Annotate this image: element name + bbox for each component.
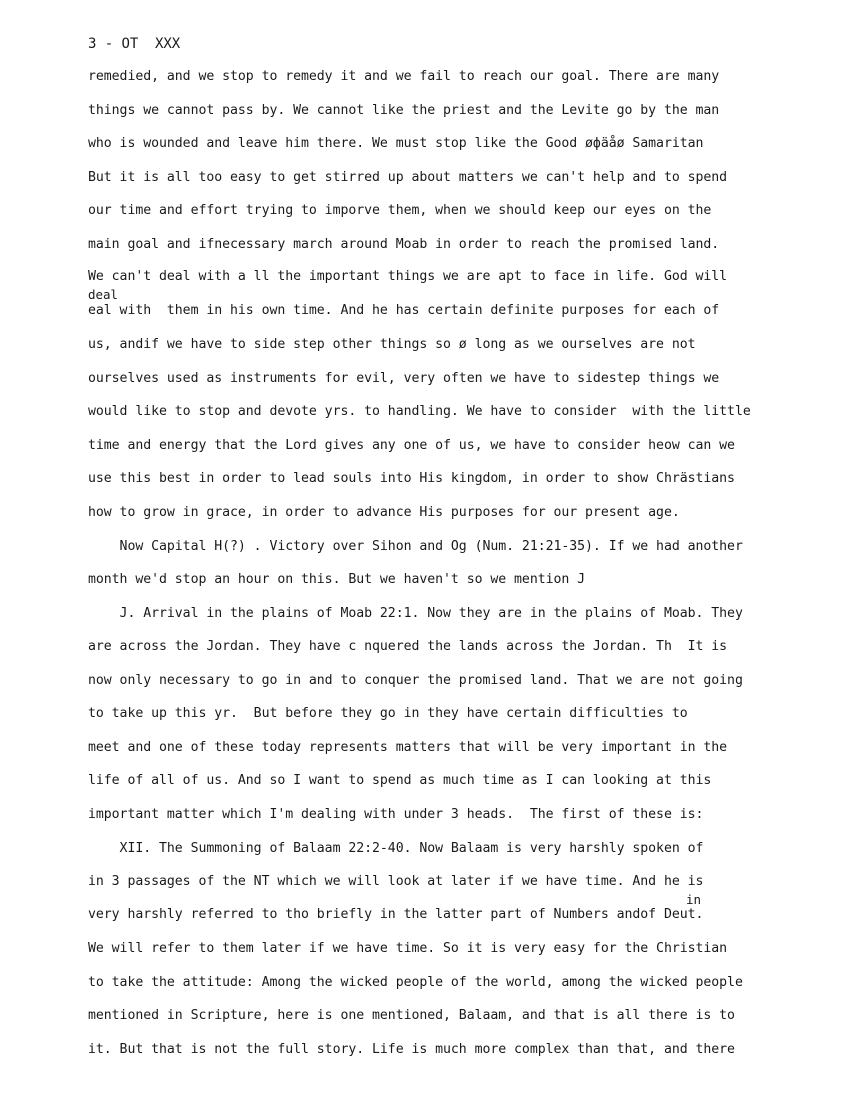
text-line: very harshly referred to tho briefly in the latter part of Numbers andof Deut. [88, 907, 704, 922]
text-line: remedied, and we stop to remedy it and we fail to reach our goal. There are many [88, 69, 720, 84]
text-line: to take the attitude: Among the wicked people of the world, among the wicked people [88, 975, 743, 990]
text-line: time and energy that the Lord gives any one of us, we have to consider heow can we [88, 438, 735, 453]
text-line: our time and effort trying to imporve them, when we should keep our eyes on the [88, 203, 712, 218]
text-line: who is wounded and leave him there. We must stop like the Good øфäåø Samaritan [88, 136, 704, 151]
text-line: We will refer to them later if we have time. So it is very easy for the Christian [88, 941, 728, 956]
text-line: meet and one of these today represents matters that will be very important in the [88, 740, 728, 755]
text-line: us, andif we have to side step other things so ø long as we ourselves are not [88, 337, 696, 352]
page-header: 3 - OT XXX [88, 36, 181, 52]
text-line: XII. The Summoning of Balaam 22:2-40. Now Balaam is very harshly spoken of [88, 841, 704, 856]
interlinear-insertion: deal [88, 287, 118, 302]
text-line: now only necessary to go in and to conquer the promised land. That we are not going [88, 673, 743, 688]
text-line: J. Arrival in the plains of Moab 22:1. Now they are in the plains of Moab. They [88, 606, 743, 621]
text-line: are across the Jordan. They have c nquered the lands across the Jordan. Th It is [88, 639, 728, 654]
text-line: things we cannot pass by. We cannot like the priest and the Levite go by the man [88, 103, 720, 118]
text-line: use this best in order to lead souls into His kingdom, in order to show Chrästians [88, 471, 735, 486]
text-line: important matter which I'm dealing with under 3 heads. The first of these is: [88, 807, 704, 822]
text-line: eal with them in his own time. And he has certain definite purposes for each of [88, 303, 720, 318]
text-line: month we'd stop an hour on this. But we haven't so we mention J [88, 572, 586, 587]
text-line: to take up this yr. But before they go in they have certain difficulties to [88, 706, 688, 721]
text-line: mentioned in Scripture, here is one mentioned, Balaam, and that is all there is to [88, 1008, 735, 1023]
text-line: But it is all too easy to get stirred up about matters we can't help and to spend [88, 170, 728, 185]
text-line: in 3 passages of the NT which we will look at later if we have time. And he is [88, 874, 704, 889]
text-line: ourselves used as instruments for evil, very often we have to sidestep things we [88, 371, 720, 386]
text-line: life of all of us. And so I want to spend as much time as I can looking at this [88, 773, 712, 788]
interlinear-insertion: in [686, 892, 701, 907]
text-line: how to grow in grace, in order to advance His purposes for our present age. [88, 505, 680, 520]
text-line: We can't deal with a ll the important things we are apt to face in life. God will [88, 269, 728, 284]
text-line: main goal and ifnecessary march around Moab in order to reach the promised land. [88, 237, 720, 252]
text-line: would like to stop and devote yrs. to handling. We have to consider with the little [88, 404, 751, 419]
text-line: it. But that is not the full story. Life is much more complex than that, and there [88, 1042, 735, 1057]
text-line: Now Capital H(?) . Victory over Sihon and Og (Num. 21:21-35). If we had another [88, 539, 743, 554]
